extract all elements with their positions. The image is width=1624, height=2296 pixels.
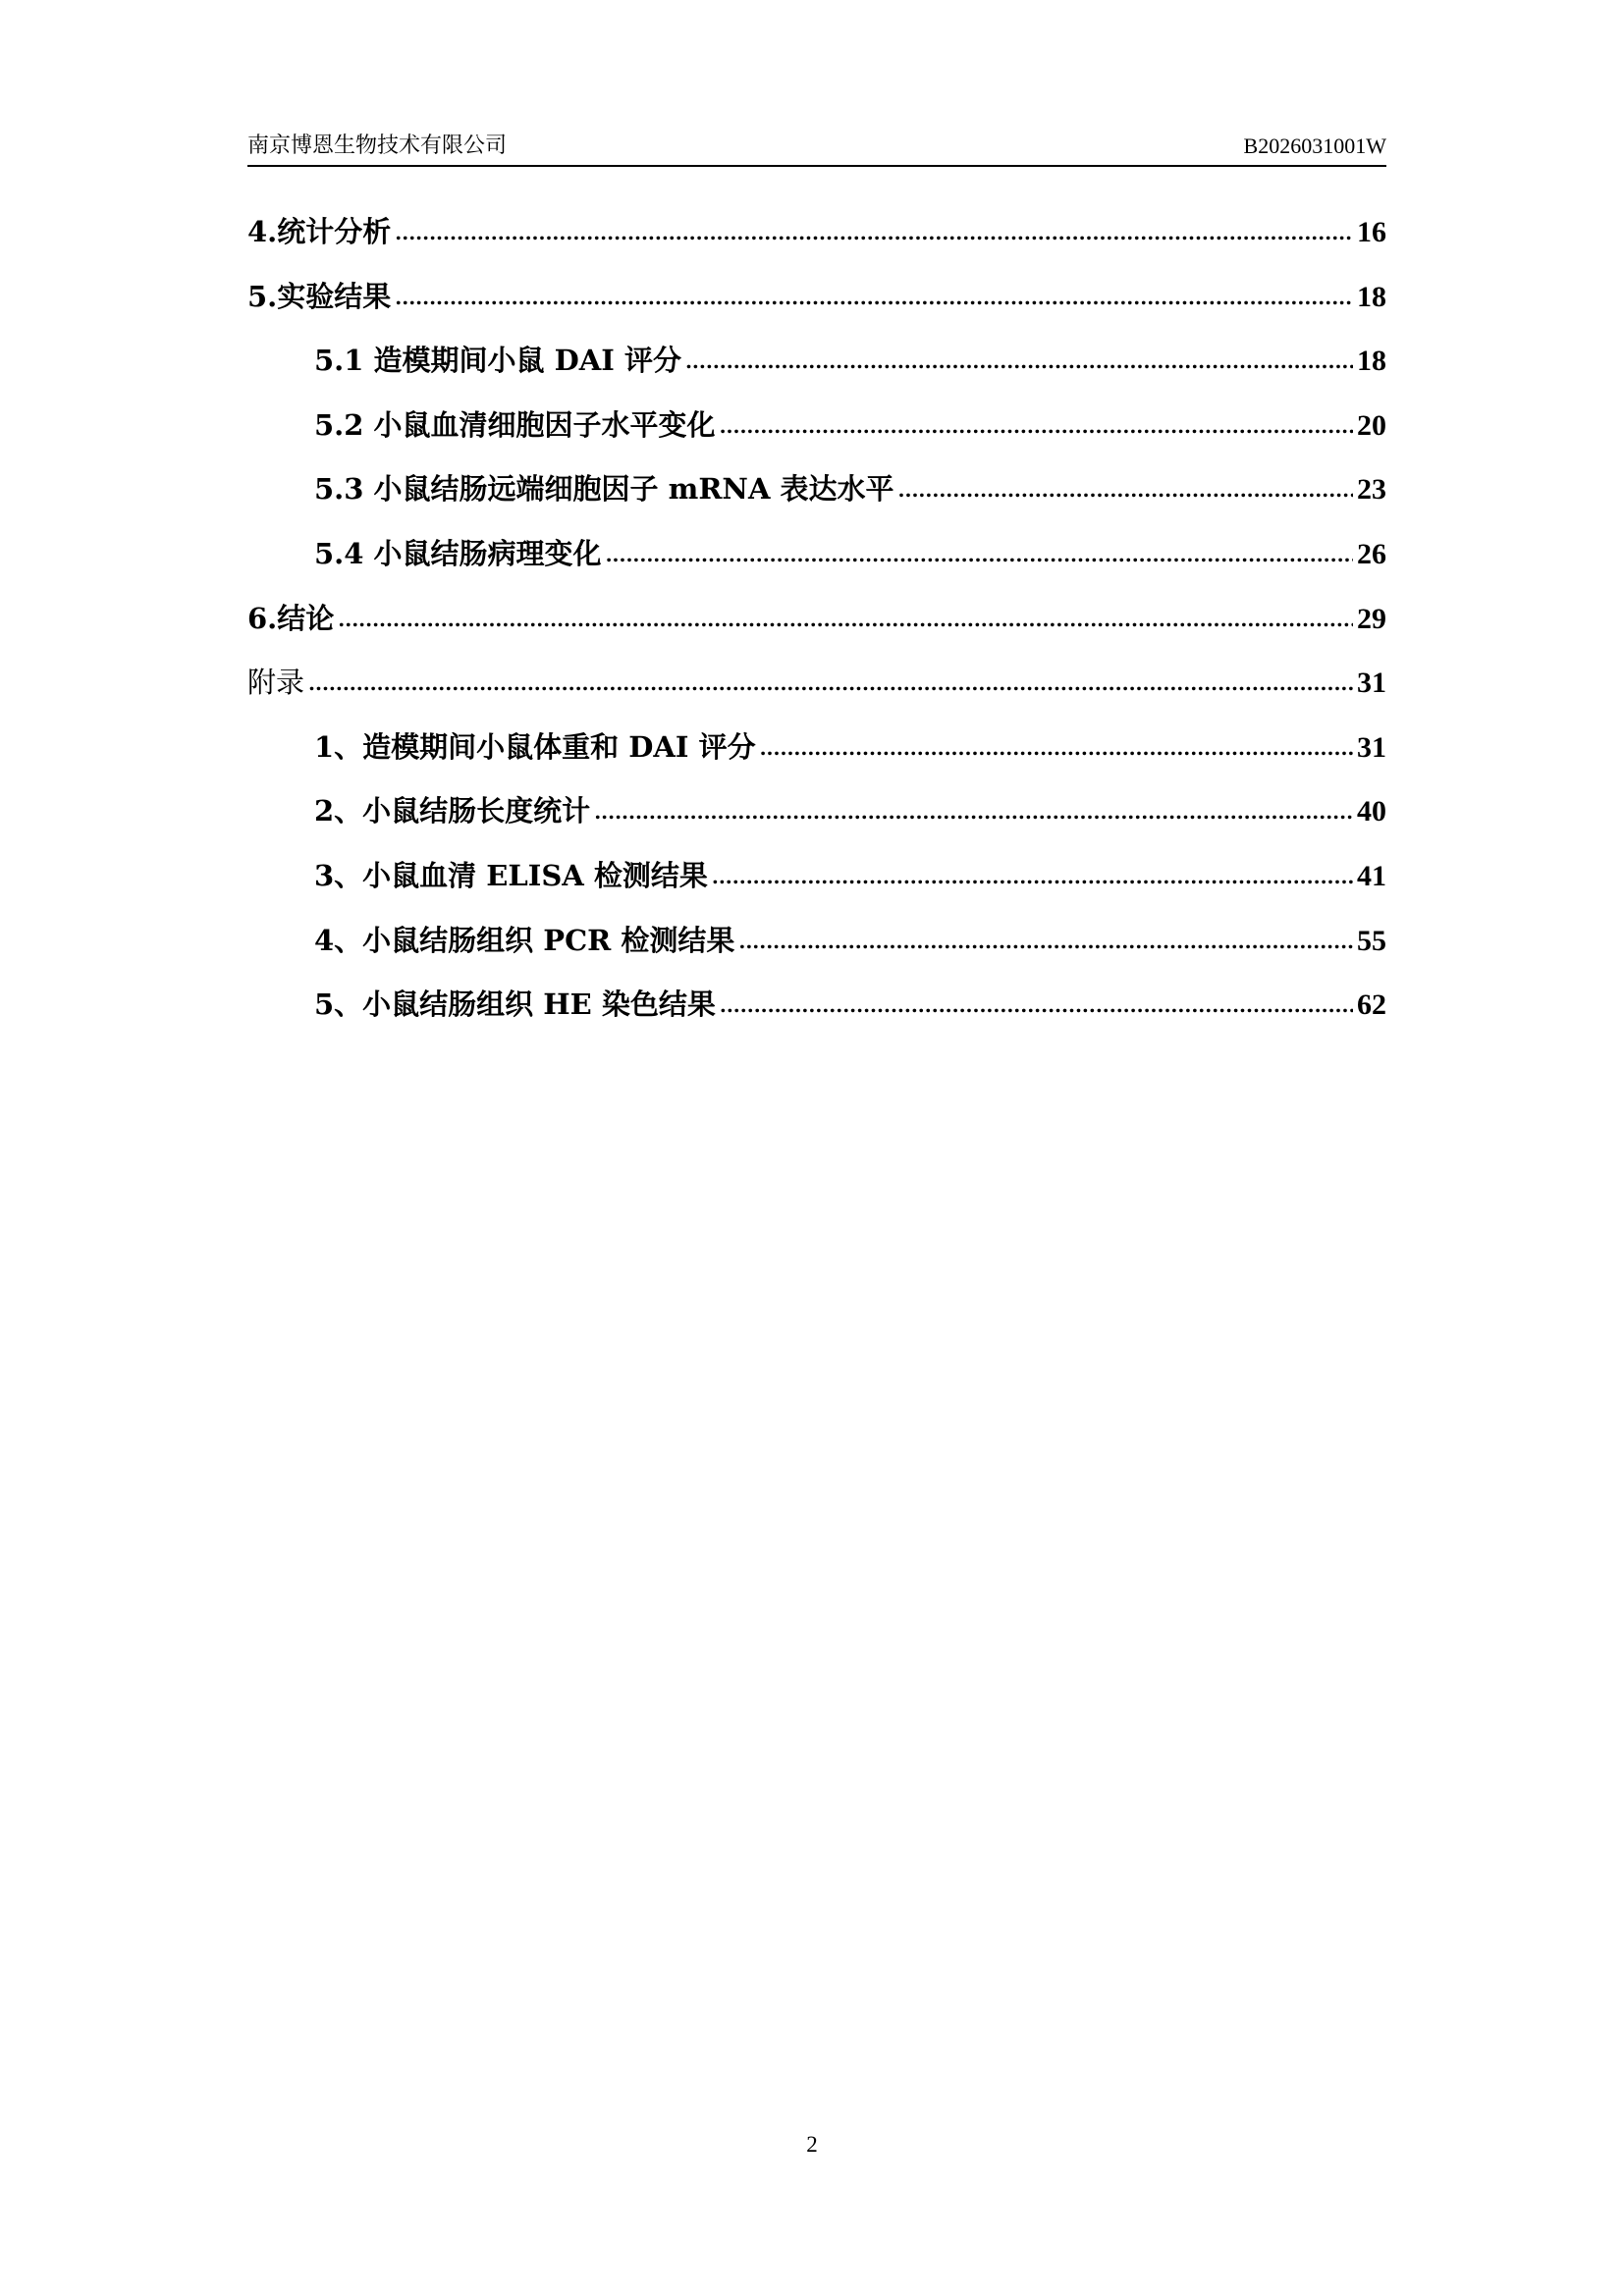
report-id: B2026031001W — [1243, 133, 1386, 158]
toc-entry-5-3[interactable] — [247, 467, 1386, 532]
toc-entry-statistical-analysis[interactable] — [247, 210, 1386, 275]
toc-entry-page: 29 — [1357, 602, 1386, 635]
toc-entry-5-2[interactable] — [247, 403, 1386, 468]
toc-entry-title: 3、小鼠血清 ELISA 检测结果 — [314, 858, 708, 892]
toc-entry-page: 31 — [1357, 667, 1386, 700]
toc-dot-leader — [338, 600, 1353, 633]
toc-dot-leader — [308, 664, 1353, 697]
toc-entry-5-1[interactable] — [247, 339, 1386, 403]
toc-entry-title: 5.4 小鼠结肠病理变化 — [314, 536, 602, 570]
toc-dot-leader — [606, 535, 1353, 568]
toc-entry-page: 26 — [1357, 537, 1386, 570]
toc-entry-title: 4、小鼠结肠组织 PCR 检测结果 — [314, 923, 735, 957]
toc-entry-title: 5.实验结果 — [247, 279, 392, 313]
toc-entry-title: 2、小鼠结肠长度统计 — [314, 794, 591, 828]
toc-dot-leader — [685, 342, 1353, 375]
toc-entry-page: 20 — [1357, 408, 1386, 442]
toc-entry-5-4[interactable] — [247, 532, 1386, 597]
toc-entry-title: 5.3 小鼠结肠远端细胞因子 mRNA 表达水平 — [314, 472, 894, 507]
toc-dot-leader — [395, 213, 1353, 246]
toc-entry-page: 16 — [1357, 216, 1386, 248]
toc-entry-title: 5、小鼠结肠组织 HE 染色结果 — [314, 988, 716, 1022]
toc-entry-page: 55 — [1357, 924, 1386, 957]
toc-entry-page: 31 — [1357, 730, 1386, 764]
toc-entry-page: 62 — [1357, 988, 1386, 1022]
page-header — [247, 130, 1386, 167]
toc-dot-leader — [898, 470, 1353, 504]
toc-dot-leader — [720, 986, 1353, 1019]
toc-entry-appendix-4[interactable] — [247, 919, 1386, 984]
toc-entry-appendix-1[interactable] — [247, 725, 1386, 790]
toc-entry-title: 5.2 小鼠血清细胞因子水平变化 — [314, 407, 716, 442]
table-of-contents — [247, 210, 1386, 1047]
toc-entry-conclusion[interactable] — [247, 597, 1386, 662]
toc-dot-leader — [395, 278, 1353, 311]
toc-entry-appendix[interactable] — [247, 661, 1386, 725]
toc-entry-appendix-2[interactable] — [247, 789, 1386, 854]
toc-dot-leader — [720, 406, 1353, 440]
toc-entry-page: 41 — [1357, 859, 1386, 892]
toc-entry-title: 6.结论 — [247, 601, 335, 635]
toc-entry-results[interactable] — [247, 275, 1386, 340]
toc-entry-title: 1、造模期间小鼠体重和 DAI 评分 — [314, 729, 756, 764]
toc-dot-leader — [594, 792, 1353, 826]
toc-entry-title: 5.1 造模期间小鼠 DAI 评分 — [314, 344, 681, 378]
company-name: 南京博恩生物技术有限公司 — [247, 133, 508, 157]
toc-dot-leader — [712, 857, 1353, 890]
toc-entry-appendix-5[interactable] — [247, 983, 1386, 1047]
toc-entry-page: 18 — [1357, 345, 1386, 378]
toc-entry-title: 4.统计分析 — [247, 215, 392, 248]
toc-entry-page: 23 — [1357, 473, 1386, 507]
toc-dot-leader — [760, 728, 1353, 762]
page-number: 2 — [806, 2132, 818, 2157]
toc-entry-appendix-3[interactable] — [247, 854, 1386, 919]
toc-entry-page: 18 — [1357, 280, 1386, 313]
toc-entry-page: 40 — [1357, 795, 1386, 828]
toc-entry-title: 附录 — [247, 666, 305, 700]
toc-dot-leader — [738, 922, 1353, 955]
